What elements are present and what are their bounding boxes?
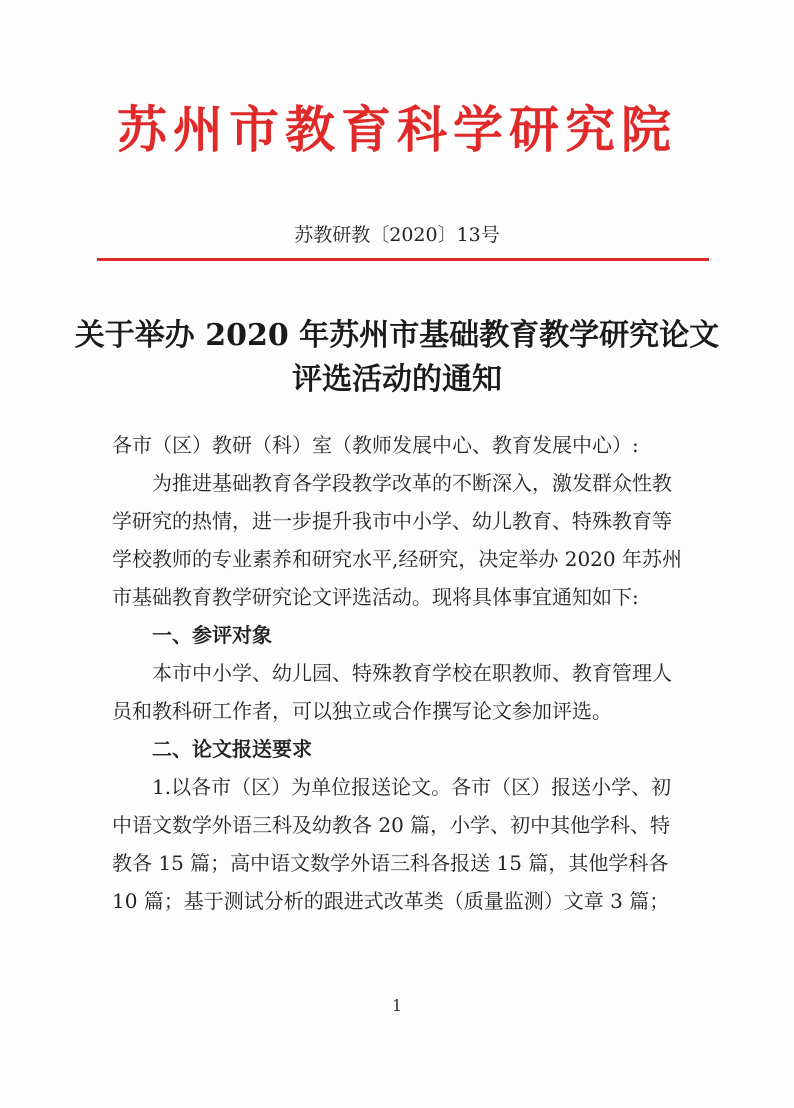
- red-divider: [97, 258, 709, 261]
- submission-item-1: 1.以各市（区）为单位报送论文。各市（区）报送小学、初中语文数学外语三科及幼教各 20 篇，小学、初中其他学科、特教各 15 篇；高中语文数学外语三科各报送 15 篇，其他学科各 10 篇；基于测试分析的跟进式改革类（质量监测）文章 3 篇；: [112, 775, 672, 913]
- section-heading-submission: 二、论文报送要求: [152, 737, 312, 761]
- section-heading-participants: 一、参评对象: [152, 623, 272, 647]
- notice-body: [112, 426, 687, 920]
- document-number: 苏教研教〔2020〕13号: [294, 224, 500, 246]
- participants-paragraph: 本市中小学、幼儿园、特殊教育学校在职教师、教育管理人员和教科研工作者，可以独立或合作撰写论文参加评选。: [112, 661, 672, 723]
- notice-title-line1: 关于举办 2020 年苏州市基础教育教学研究论文: [74, 318, 720, 353]
- page-number: 1: [391, 996, 403, 1015]
- notice-title-line2: 评选活动的通知: [292, 362, 502, 397]
- institution-header: 苏州市教育科学研究院: [117, 100, 677, 159]
- notice-title: [0, 314, 794, 402]
- salutation: 各市（区）教研（科）室（教师发展中心、教育发展中心）:: [112, 433, 639, 457]
- intro-paragraph: 为推进基础教育各学段教学改革的不断深入，激发群众性教学研究的热情，进一步提升我市中小学、幼儿教育、特殊教育等学校教师的专业素养和研究水平,经研究，决定举办 2020 年苏州市基础教育教学研究论文评选活动。现将具体事宜通知如下:: [112, 471, 682, 609]
